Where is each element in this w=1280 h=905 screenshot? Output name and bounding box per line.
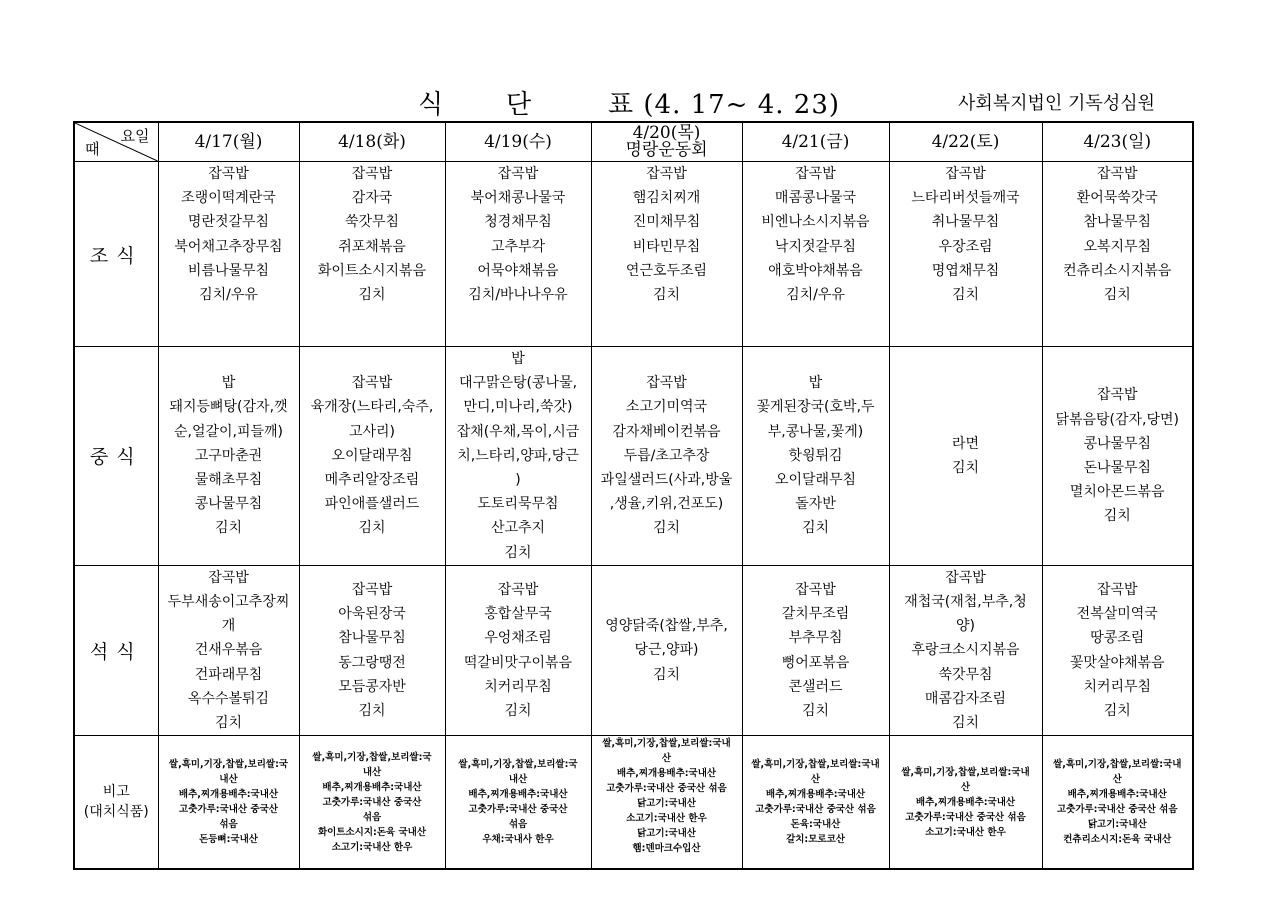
menu-item: 매콤콩나물국	[774, 190, 857, 207]
menu-item: 소고기미역국	[625, 399, 708, 416]
menu-item: 닭볶음탕(감자,당면)	[1055, 411, 1180, 428]
menu-item: 잡곡밥	[351, 581, 393, 598]
day-header-line: 4/18(화)	[338, 131, 406, 152]
title-part-3: 표 (4. 17~ 4. 23)	[608, 90, 841, 120]
menu-item: 산고추지	[490, 520, 546, 537]
menu-item: 뻥어포볶음	[781, 654, 850, 671]
note-line: 닭고기:국내산	[637, 828, 696, 840]
menu-item: 개	[221, 618, 236, 635]
menu-item: 어묵야채볶음	[477, 262, 559, 279]
note-line: 산	[810, 774, 821, 785]
menu-cell	[299, 162, 445, 347]
note-line: 고춧가루:국내산 중국산	[468, 804, 568, 815]
menu-item: 건파래무침	[194, 666, 263, 683]
menu-item: 연근호두조림	[625, 262, 708, 279]
menu-item: 대구맑은탕(콩나물,	[458, 375, 578, 392]
title-part-2: 단	[506, 90, 533, 120]
menu-item: 잡곡밥	[646, 375, 687, 392]
menu-item: 잡곡밥	[208, 166, 249, 182]
note-line: 내산	[508, 774, 528, 785]
note-line: 소고기:국내산 한우	[626, 813, 707, 825]
menu-cell	[1042, 347, 1193, 566]
menu-item: 꽃맛살야채볶음	[1069, 654, 1165, 671]
menu-item: 잡곡밥	[1096, 166, 1138, 182]
menu-item: 두릅/초고추장	[623, 447, 710, 464]
menu-item: 김치	[801, 702, 830, 719]
menu-cell	[445, 565, 591, 735]
note-line: 쌀,흑미,기장,찹쌀,보리쌀:국내	[901, 766, 1030, 778]
menu-item: 멸치아몬드볶음	[1069, 484, 1165, 501]
menu-item: 밥	[221, 375, 236, 392]
menu-item: 물해초무침	[194, 472, 263, 489]
note-line: 고춧가루:국내산 중국산 섞음	[755, 804, 876, 815]
note-cell	[445, 736, 591, 869]
menu-item: 비타민무침	[632, 238, 701, 255]
note-line: 컨츄리소시지:돈육 국내산	[1063, 834, 1172, 845]
menu-item: 잡채(우채,목이,시금	[456, 423, 580, 440]
menu-cell	[889, 565, 1042, 735]
note-line: 섞음	[219, 819, 238, 830]
menu-item: 김치	[652, 287, 681, 304]
menu-item: 김치	[1103, 287, 1131, 304]
day-header	[445, 122, 591, 162]
title-part-1: 식	[418, 90, 445, 120]
note-line: 닭고기:국내산	[637, 798, 696, 810]
menu-item: 밥	[511, 351, 525, 367]
menu-item: 취나물무침	[931, 214, 1000, 231]
menu-item: 잡곡밥	[945, 569, 986, 586]
menu-item: 우엉채조림	[484, 630, 552, 647]
note-line: 내산	[362, 766, 382, 778]
menu-item: 콘샐러드	[788, 678, 843, 695]
note-line: 섞음	[508, 819, 528, 830]
menu-item: 순,얼갈이,피들깨)	[173, 423, 284, 440]
menu-item: 비름나물무침	[187, 262, 270, 279]
menu-item: 잡곡밥	[795, 166, 836, 182]
day-header	[158, 122, 299, 162]
menu-item: 잡곡밥	[945, 166, 986, 182]
menu-item: 영양닭죽(찹쌀,부추,	[605, 618, 728, 635]
menu-item: 김치	[504, 702, 532, 719]
menu-item: 콩나물무침	[194, 496, 263, 513]
meal-label-lunch: 중식	[74, 347, 158, 566]
note-line: 쌀,흑미,기장,찹쌀,보리쌀:국내	[602, 738, 731, 750]
menu-item: 김치	[1103, 508, 1131, 525]
day-header	[591, 122, 742, 162]
organization-name: 사회복지법인 기독성심원	[958, 93, 1155, 114]
note-line: 닭고기:국내산	[1087, 819, 1147, 830]
menu-item: 파인애플샐러드	[324, 496, 420, 513]
note-line: 배추,찌개용배추:국내산	[322, 781, 422, 793]
note-line: 우채:국내사 한우	[482, 834, 554, 845]
menu-item: 애호박야채볶음	[768, 262, 863, 279]
menu-cell	[158, 347, 299, 566]
header-row	[74, 122, 1193, 162]
menu-item: 갈치무조림	[781, 606, 850, 623]
notes-label-line: (대치식품)	[83, 804, 149, 820]
menu-item: 김치	[1103, 702, 1131, 719]
note-line: 고춧가루:국내산 중국산	[179, 804, 278, 815]
menu-cell	[299, 565, 445, 735]
corner-time-label: 때	[85, 140, 100, 158]
menu-item: 떡갈비맛구이볶음	[463, 654, 573, 671]
menu-item: 조랭이떡계란국	[181, 190, 276, 207]
menu-item: 아욱된장국	[338, 606, 406, 623]
menu-item: 만디,미나리,쑥갓)	[463, 399, 573, 416]
menu-item: 핫윙튀김	[788, 447, 843, 464]
menu-item: 동그랑땡전	[338, 654, 406, 671]
breakfast-row	[74, 162, 1193, 347]
menu-item: 잡곡밥	[1096, 581, 1138, 598]
menu-cell	[889, 162, 1042, 347]
note-line: 섞음	[362, 811, 382, 823]
day-header-line: 명랑운동회	[625, 140, 708, 160]
note-line: 내산	[219, 774, 238, 785]
note-line: 배추,찌개용배추:국내산	[616, 768, 717, 780]
note-line: 쌀,흑미,기장,찹쌀,보리쌀:국내	[1053, 759, 1182, 770]
menu-item: 김치	[951, 287, 980, 304]
menu-item: 잡곡밥	[351, 166, 393, 182]
menu-item: 밥	[808, 375, 823, 392]
menu-item: 고사리)	[348, 423, 396, 440]
menu-item: 김치	[358, 520, 386, 537]
note-line: 배추,찌개용배추:국내산	[765, 789, 866, 800]
note-cell	[742, 736, 889, 869]
note-line: 고춧가루:국내산 중국산 섞음	[905, 811, 1026, 823]
day-header-line: 4/21(금)	[781, 131, 850, 152]
menu-cell	[158, 162, 299, 347]
note-cell	[299, 736, 445, 869]
menu-item: 양)	[956, 618, 975, 635]
menu-item: 두부새송이고추장찌	[167, 594, 290, 611]
day-header	[889, 122, 1042, 162]
menu-cell	[158, 565, 299, 735]
menu-item: 김치/바나나우유	[468, 287, 568, 304]
note-cell	[591, 736, 742, 869]
menu-item: 홍합살무국	[484, 606, 552, 623]
menu-item: 김치	[652, 666, 681, 683]
menu-cell	[1042, 565, 1193, 735]
page-title	[418, 84, 840, 121]
menu-item: 잡곡밥	[351, 375, 393, 392]
note-line: 고춧가루:국내산 중국산 섞음	[606, 783, 727, 795]
note-line: 소고기:국내산 한우	[925, 826, 1006, 838]
menu-item: 부,콩나물,꽃게)	[767, 423, 864, 440]
menu-item: )	[515, 472, 521, 489]
menu-item: 건새우볶음	[194, 642, 263, 659]
note-cell	[889, 736, 1042, 869]
meal-label-dinner: 석식	[74, 565, 158, 735]
note-line: 쌀,흑미,기장,찹쌀,보리쌀:국	[458, 759, 578, 770]
menu-item: 김치	[801, 520, 830, 537]
menu-item: 컨츄리소시지볶음	[1063, 262, 1172, 279]
menu-item: 명엽채무침	[931, 262, 1000, 279]
menu-item: 후랑크소시지볶음	[911, 642, 1020, 659]
note-line: 고춧가루:국내산 중국산	[322, 796, 422, 808]
menu-item: 콩나물무침	[1083, 435, 1152, 452]
note-line: 산	[1112, 774, 1122, 785]
menu-item: 북어채고추장무침	[174, 238, 283, 255]
lunch-row	[74, 347, 1193, 566]
menu-item: 감자국	[351, 190, 393, 207]
menu-item: 모듬콩자반	[338, 678, 406, 695]
menu-item: 김치	[214, 715, 243, 732]
day-header-line: 4/23(일)	[1083, 131, 1152, 152]
menu-cell	[591, 565, 742, 735]
note-cell	[158, 736, 299, 869]
menu-item: 김치	[214, 520, 243, 537]
note-line: 갈치:모로코산	[786, 834, 845, 845]
dinner-row	[74, 565, 1193, 735]
menu-item: 치커리무침	[1083, 678, 1152, 695]
menu-item: 감자채베이컨볶음	[612, 423, 721, 440]
menu-item: 육개장(느타리,숙주,	[310, 399, 434, 416]
note-line: 고춧가루:국내산 중국산 섞음	[1056, 804, 1178, 815]
menu-item: 쑥갓무침	[938, 666, 993, 683]
menu-cell	[299, 347, 445, 566]
menu-item: 화이트소시지볶음	[317, 262, 427, 279]
menu-item: 전복살미역국	[1076, 606, 1158, 623]
note-line: 배추,찌개용배추:국내산	[468, 789, 568, 800]
menu-cell	[591, 162, 742, 347]
menu-item: 잡곡밥	[497, 166, 539, 182]
note-line: 햄:덴마크수입산	[632, 843, 701, 855]
menu-item: 환어묵쑥갓국	[1076, 190, 1158, 207]
menu-cell	[742, 565, 889, 735]
menu-item: 잡곡밥	[646, 166, 687, 182]
menu-item: 잡곡밥	[795, 581, 836, 598]
note-cell	[1042, 736, 1193, 869]
note-line: 배추,찌개용배추:국내산	[1067, 789, 1167, 800]
note-line: 돈등뼈:국내산	[199, 834, 258, 845]
day-header	[742, 122, 889, 162]
menu-item: 옥수수볼튀김	[187, 690, 270, 707]
corner-day-label: 요일	[120, 127, 150, 145]
menu-item: 김치	[652, 520, 681, 537]
menu-cell	[742, 162, 889, 347]
day-header	[299, 122, 445, 162]
day-header-line: 4/22(토)	[931, 131, 1000, 152]
menu-item: 오이달래무침	[331, 447, 413, 464]
note-line: 산	[661, 753, 672, 765]
note-line: 산	[960, 781, 971, 793]
menu-item: 돼지등뼈탕(감자,깻	[169, 399, 288, 416]
meal-plan-table	[73, 121, 1194, 870]
note-line: 쌀,흑미,기장,찹쌀,보리쌀:국	[168, 759, 289, 770]
corner-cell	[74, 122, 158, 162]
notes-label-line: 비고	[102, 784, 130, 800]
note-line: 화이트소시지:돈육 국내산	[317, 826, 427, 838]
menu-item: 쥐포채볶음	[338, 238, 406, 255]
menu-item: 오복지무침	[1083, 238, 1152, 255]
note-line: 소고기:국내산 한우	[331, 841, 413, 853]
menu-item: 참나물무침	[1083, 214, 1152, 231]
menu-cell	[889, 347, 1042, 566]
menu-item: 고추부각	[490, 238, 546, 255]
menu-item: 김치	[951, 715, 980, 732]
menu-item: 부추무침	[788, 630, 843, 647]
menu-item: 잡곡밥	[208, 569, 249, 586]
day-header-line: 4/19(수)	[484, 131, 552, 152]
menu-cell	[445, 162, 591, 347]
menu-cell	[742, 347, 889, 566]
menu-item: 우장조림	[938, 238, 993, 255]
menu-item: 치,느타리,양파,당근	[457, 447, 579, 464]
menu-item: 메추리알장조림	[324, 472, 420, 489]
notes-row	[74, 736, 1193, 869]
menu-item: 돈나물무침	[1083, 459, 1152, 476]
note-line: 쌀,흑미,기장,찹쌀,보리쌀:국	[312, 751, 432, 763]
menu-item: 김치	[358, 287, 386, 304]
note-line: 배추,찌개용배추:국내산	[178, 789, 279, 800]
menu-item: ,생율,키위,건포도)	[609, 496, 724, 513]
day-header	[1042, 122, 1193, 162]
menu-cell	[445, 347, 591, 566]
menu-item: 돌자반	[795, 496, 836, 513]
menu-item: 잡곡밥	[1096, 387, 1138, 404]
menu-item: 과일샐러드(사과,방울	[600, 472, 733, 489]
menu-item: 김치/우유	[199, 287, 258, 304]
menu-cell	[591, 347, 742, 566]
menu-item: 치커리무침	[484, 678, 552, 695]
menu-item: 비엔나소시지볶음	[761, 214, 870, 231]
menu-item: 명란젓갈무침	[187, 214, 270, 231]
menu-item: 느타리버섯들깨국	[911, 190, 1020, 207]
menu-item: 진미채무침	[632, 214, 701, 231]
note-line: 배추,찌개용배추:국내산	[915, 796, 1016, 808]
menu-cell	[1042, 162, 1193, 347]
menu-item: 땅콩조림	[1090, 630, 1145, 647]
meal-label-breakfast: 조식	[74, 162, 158, 347]
menu-item: 김치/우유	[786, 287, 845, 304]
menu-item: 라면	[951, 435, 980, 452]
menu-item: 낙지젓갈무침	[774, 238, 857, 255]
menu-item: 청경채무침	[484, 214, 552, 231]
note-line: 돈육:국내산	[790, 819, 841, 830]
menu-item: 오이달래무침	[774, 472, 857, 489]
menu-item: 도토리묵무침	[477, 496, 559, 513]
note-line: 쌀,흑미,기장,찹쌀,보리쌀:국내	[751, 759, 880, 770]
menu-item: 북어채콩나물국	[470, 190, 566, 207]
day-header-line: 4/20(목)	[632, 123, 701, 143]
day-header-line: 4/17(월)	[194, 131, 263, 152]
notes-label	[74, 736, 158, 869]
menu-item: 김치	[504, 544, 532, 561]
menu-item: 김치	[951, 459, 980, 476]
menu-item: 당근,양파)	[634, 642, 699, 659]
menu-item: 매콤감자조림	[924, 690, 1007, 707]
menu-item: 김치	[358, 702, 386, 719]
menu-item: 꽃게된장국(호박,두	[756, 399, 875, 416]
menu-item: 햄김치찌개	[632, 190, 701, 207]
menu-item: 쑥갓무침	[344, 214, 400, 231]
menu-item: 잡곡밥	[497, 581, 539, 598]
menu-item: 참나물무침	[338, 630, 406, 647]
menu-item: 고구마춘권	[194, 447, 263, 464]
menu-item: 재첩국(재첩,부추,청	[904, 594, 1027, 611]
